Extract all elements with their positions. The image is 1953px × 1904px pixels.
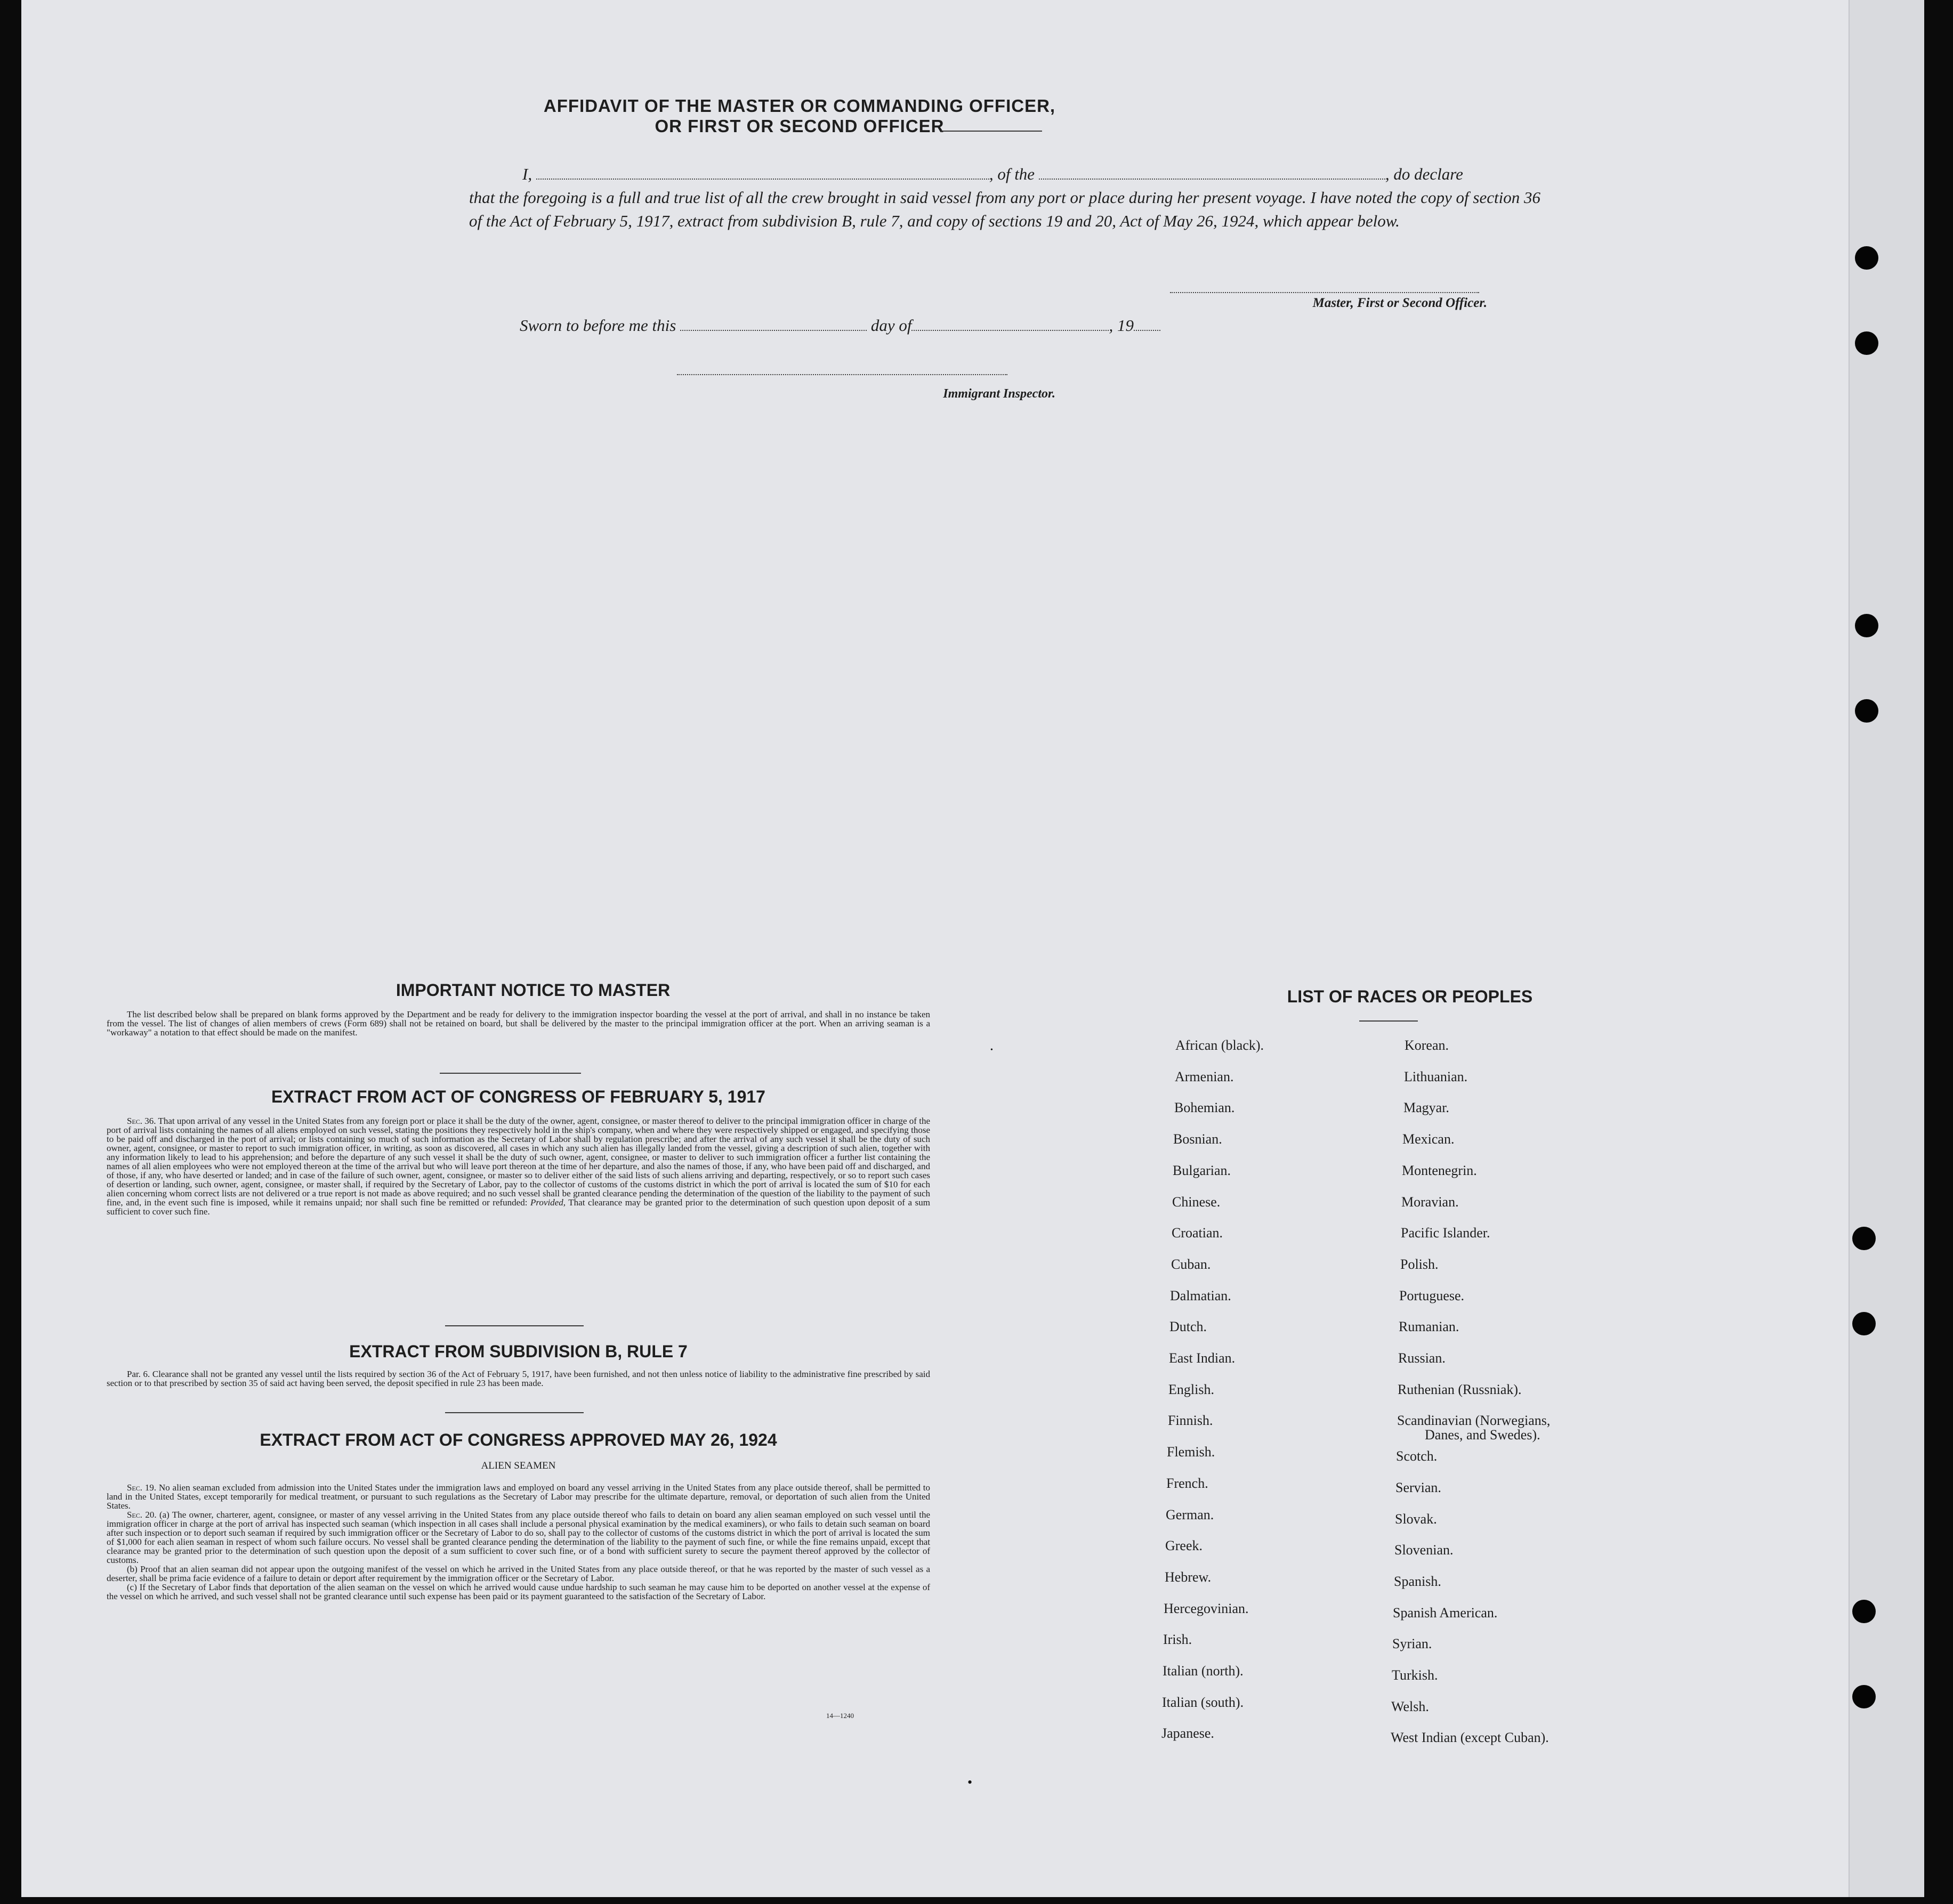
race-item: Spanish American. — [1393, 1605, 1498, 1621]
form-number: 14—1240 — [826, 1712, 854, 1720]
sec-36-label: Sec. 36. — [127, 1116, 156, 1126]
affidavit-declaration — [469, 163, 1540, 233]
race-item: Italian (south). — [1162, 1695, 1244, 1710]
race-item: Hebrew. — [1165, 1569, 1212, 1585]
race-item: Chinese. — [1172, 1194, 1221, 1210]
punch-hole — [1855, 331, 1878, 355]
race-item: Dutch. — [1169, 1319, 1207, 1334]
sec-20-label: Sec. 20. — [127, 1510, 157, 1520]
affidavit-title: AFFIDAVIT OF THE MASTER OR COMMANDING OFFICER, OR FIRST OR SECOND OFFICER — [543, 96, 1056, 136]
punch-hole — [1852, 1600, 1876, 1623]
race-item: Pacific Islander. — [1401, 1225, 1490, 1241]
extract-1924-text — [107, 1483, 930, 1601]
race-item: West Indian (except Cuban). — [1391, 1730, 1549, 1745]
race-item: Portuguese. — [1399, 1288, 1465, 1303]
race-item: Slovak. — [1395, 1511, 1437, 1527]
race-item: Magyar. — [1403, 1100, 1449, 1115]
race-item: Croatian. — [1172, 1225, 1223, 1241]
race-item: Finnish. — [1168, 1413, 1213, 1428]
race-item: Japanese. — [1161, 1725, 1214, 1741]
punch-hole — [1852, 1312, 1876, 1335]
race-item: Russian. — [1398, 1350, 1446, 1366]
title-divider — [941, 131, 1042, 132]
race-item: English. — [1168, 1382, 1214, 1397]
sworn-day-of: day of — [870, 316, 912, 335]
extract-1924-title: EXTRACT FROM ACT OF CONGRESS APPROVED MAY 26, 1924 — [260, 1430, 777, 1449]
inspector-label: Immigrant Inspector. — [943, 387, 1055, 401]
race-item: Spanish. — [1394, 1574, 1441, 1589]
race-item: Scandinavian (Norwegians, Danes, and Swedes). — [1397, 1413, 1551, 1443]
section-divider — [445, 1325, 584, 1326]
notice-paragraph: The list described below shall be prepared on blank forms approved by the Department and be ready for delivery to the immigration inspector boarding the vessel at the port of arrival, and shall in no instance be taken from the vessel. The list of changes of alien members of crews (Form 689) shall not be retained on board, but shall be delivered by the master to the principal immigration officer at the port. When an arriving seaman is a "workaway" a notation to that effect should be made on the manifest. — [107, 1009, 930, 1038]
race-item: Montenegrin. — [1402, 1163, 1477, 1178]
sworn-statement — [520, 316, 1319, 335]
race-item: African (black). — [1175, 1038, 1264, 1053]
race-item: Lithuanian. — [1404, 1069, 1468, 1084]
race-item: Bulgarian. — [1173, 1163, 1231, 1178]
sworn-month-blank — [911, 329, 1109, 331]
document-page — [21, 0, 1924, 1897]
punch-hole — [1855, 246, 1878, 270]
inspector-signature-line — [677, 374, 1007, 375]
race-item: Bohemian. — [1174, 1100, 1235, 1115]
race-item: German. — [1166, 1507, 1214, 1522]
sec-19-text: No alien seaman excluded from admission into the United States under the immigration laws and employed on board any vessel arriving in the United States from any place outside thereof, shall be permitted to land in the United States, except temporarily for medical treatment, or pursuant to such regulations as the Secretary of Labor may prescribe for the ultimate departure, removal, or deportation of such alien from the United States. — [107, 1482, 930, 1511]
race-item: Korean. — [1405, 1038, 1449, 1053]
signature-line — [1170, 292, 1479, 293]
race-item: Slovenian. — [1394, 1542, 1454, 1558]
declaration-declare: , do declare — [1385, 165, 1463, 183]
declaration-of-the: , of the — [989, 165, 1035, 183]
alien-seamen-subtitle: ALIEN SEAMEN — [481, 1460, 556, 1471]
section-divider — [445, 1412, 584, 1413]
race-item: Bosnian. — [1173, 1131, 1222, 1147]
sec-36-text: That upon arrival of any vessel in the United States from any foreign port or place it shall be the duty of the owner, agent, consignee, or master thereof to deliver to the principal immigration officer in charge of the port of arrival lists containing the names of all aliens employed on such vessel, stating the positions they respectively hold in the ship's company, when and where they were respectively shipped or engaged, and specifying those to be paid off and discharged in the port of arrival; or lists containing so much of such information as the Secretary of Labor shall by regulation prescribe; and after the arrival of any such vessel it shall be the duty of such owner, agent, consignee, or master to report to such immigration officer, in writing, as soon as discovered, all cases in which any such alien has illegally landed from the vessel, giving a description of such alien, together with any information likely to lead to his apprehension; and before the departure of any such vessel it shall be the duty of such owner, agent, consignee, or master to deliver to such immigration officer a further list containing the names of all alien employees who were not employed thereon at the time of the arrival but who will leave port thereon at the time of her departure, and also the names of those, if any, who have been paid off and discharged, and of those, if any, who have deserted or landed; and in case of the failure of such owner, agent, consignee, or master so to deliver either of the said lists of such aliens arriving and departing, respectively, or so to report such cases of desertion or landing, such owner, agent, consignee, or master shall, if required by the Secretary of Labor, pay to the collector of customs of the customs district in which the port of arrival is located the sum of $10 for each alien concerning whom correct lists are not delivered or a true report is not made as above required; and no such vessel shall be granted clearance pending the determination of the question of the liability to the payment of such fine, and, in the event such fine is imposed, while it remains unpaid; nor shall such fine be remitted or refunded: — [107, 1116, 930, 1208]
stray-mark: • — [990, 1046, 993, 1054]
race-item: Irish. — [1163, 1632, 1192, 1647]
race-item: Ruthenian (Russniak). — [1398, 1382, 1522, 1397]
races-title: LIST OF RACES OR PEOPLES — [1287, 987, 1533, 1006]
race-item: Mexican. — [1402, 1131, 1455, 1147]
races-title-divider — [1359, 1020, 1418, 1022]
sec-20b-text: (b) Proof that an alien seaman did not appear upon the outgoing manifest of the vessel on which he arrived in the United States from any place outside thereof, or that he was reported by the master of such vessel as a deserter, shall be prima facie evidence of a failure to detain or deport after requirement by the immigration officer or the Secretary of Labor. — [107, 1564, 930, 1583]
race-item: Cuban. — [1171, 1257, 1211, 1272]
rule-7-text — [107, 1370, 930, 1388]
stray-mark: • — [967, 1775, 973, 1790]
declaration-first-line — [469, 163, 1540, 186]
notice-title: IMPORTANT NOTICE TO MASTER — [396, 981, 671, 1000]
par-6-label: Par. 6. — [127, 1369, 150, 1379]
notice-text — [107, 1010, 930, 1037]
race-item: Syrian. — [1392, 1636, 1432, 1651]
race-item: French. — [1166, 1476, 1208, 1491]
section-divider — [440, 1073, 581, 1074]
sworn-label: Sworn to before me this — [520, 316, 676, 335]
provided-word: Provided, — [530, 1197, 566, 1208]
sworn-date-blank — [680, 329, 867, 331]
rule-7-title: EXTRACT FROM SUBDIVISION B, RULE 7 — [349, 1342, 688, 1361]
punch-hole — [1855, 699, 1878, 723]
sworn-year: , 19 — [1109, 316, 1134, 335]
race-item: Welsh. — [1391, 1699, 1429, 1714]
race-item: Italian (north). — [1163, 1663, 1244, 1679]
sec-20c-text: (c) If the Secretary of Labor finds that deportation of the alien seaman on the vessel on which he arrived would cause undue hardship to such seaman he may cause him to be deported on another vessel at the expense of the vessel on which he arrived, and such vessel shall not be granted clearance until such expense has been paid or its payment guaranteed to the satisfaction of the Secretary of Labor. — [107, 1582, 930, 1601]
race-item: Moravian. — [1401, 1194, 1459, 1210]
race-item: Greek. — [1165, 1538, 1203, 1553]
race-item: Polish. — [1400, 1257, 1439, 1272]
extract-1917-text — [107, 1116, 930, 1216]
name-blank — [536, 178, 989, 180]
race-item: Rumanian. — [1399, 1319, 1459, 1334]
sec-20a-text: (a) The owner, charterer, agent, consignee, or master of any vessel arriving in the United States from any place outside thereof who fails to detain on board any alien seaman employed on such vessel until the immigration officer in charge at the port of arrival has inspected such seaman (which inspection in all cases shall include a personal physical examination by the medical examiners), or who fails to detain such seaman on board after such inspection or to deport such seaman if required by such immigration officer or the Secretary of Labor to do so, shall pay to the collector of customs of the customs district in which the port of arrival is located the sum of $1,000 for each alien seaman in respect of whom such failure occurs. No vessel shall be granted clearance pending the determination of the liability to the payment of such fine, or while the fine remains unpaid, except that clearance may be granted prior to the determination of such question upon the deposit of a sum sufficient to cover such fine, or of a bond with sufficient surety to secure the payment thereof approved by the collector of customs. — [107, 1510, 930, 1565]
punch-hole — [1852, 1227, 1876, 1250]
race-item: Flemish. — [1167, 1444, 1215, 1460]
race-item: Dalmatian. — [1170, 1288, 1231, 1303]
race-item: East Indian. — [1169, 1350, 1236, 1366]
vessel-blank — [1039, 178, 1385, 180]
punch-hole — [1855, 614, 1878, 637]
race-item: Servian. — [1395, 1480, 1441, 1495]
race-item: Scotch. — [1396, 1448, 1438, 1464]
sec-36-end: That clearance may be granted prior to the determination of such question upon deposit of a sum sufficient to cover such fine. — [107, 1197, 931, 1217]
race-item: Hercegovinian. — [1164, 1601, 1249, 1616]
extract-1917-title: EXTRACT FROM ACT OF CONGRESS OF FEBRUARY 5, 1917 — [271, 1087, 765, 1106]
declaration-text: that the foregoing is a full and true list of all the crew brought in said vessel from any port or place during her present voyage. I have noted the copy of section 36 of the Act of February 5, 1917, extract from subdivision B, rule 7, and copy of sections 19 and 20, Act of May 26, 1924, which appear below. — [469, 188, 1540, 230]
race-item: Armenian. — [1175, 1069, 1234, 1084]
sec-19-label: Sec. 19. — [127, 1482, 157, 1493]
par-6-text: Clearance shall not be granted any vessel until the lists required by section 36 of the Act of February 5, 1917, have been furnished, and not then unless notice of liability to the administrative fine prescribed by said section or to that prescribed by section 35 of said act having been served, the deposit specified in rule 23 has been made. — [107, 1369, 931, 1388]
race-item: Turkish. — [1392, 1667, 1438, 1683]
sworn-year-blank — [1134, 329, 1160, 331]
declaration-I: I, — [522, 165, 532, 183]
punch-hole — [1852, 1685, 1876, 1708]
signature-label: Master, First or Second Officer. — [1312, 296, 1487, 310]
